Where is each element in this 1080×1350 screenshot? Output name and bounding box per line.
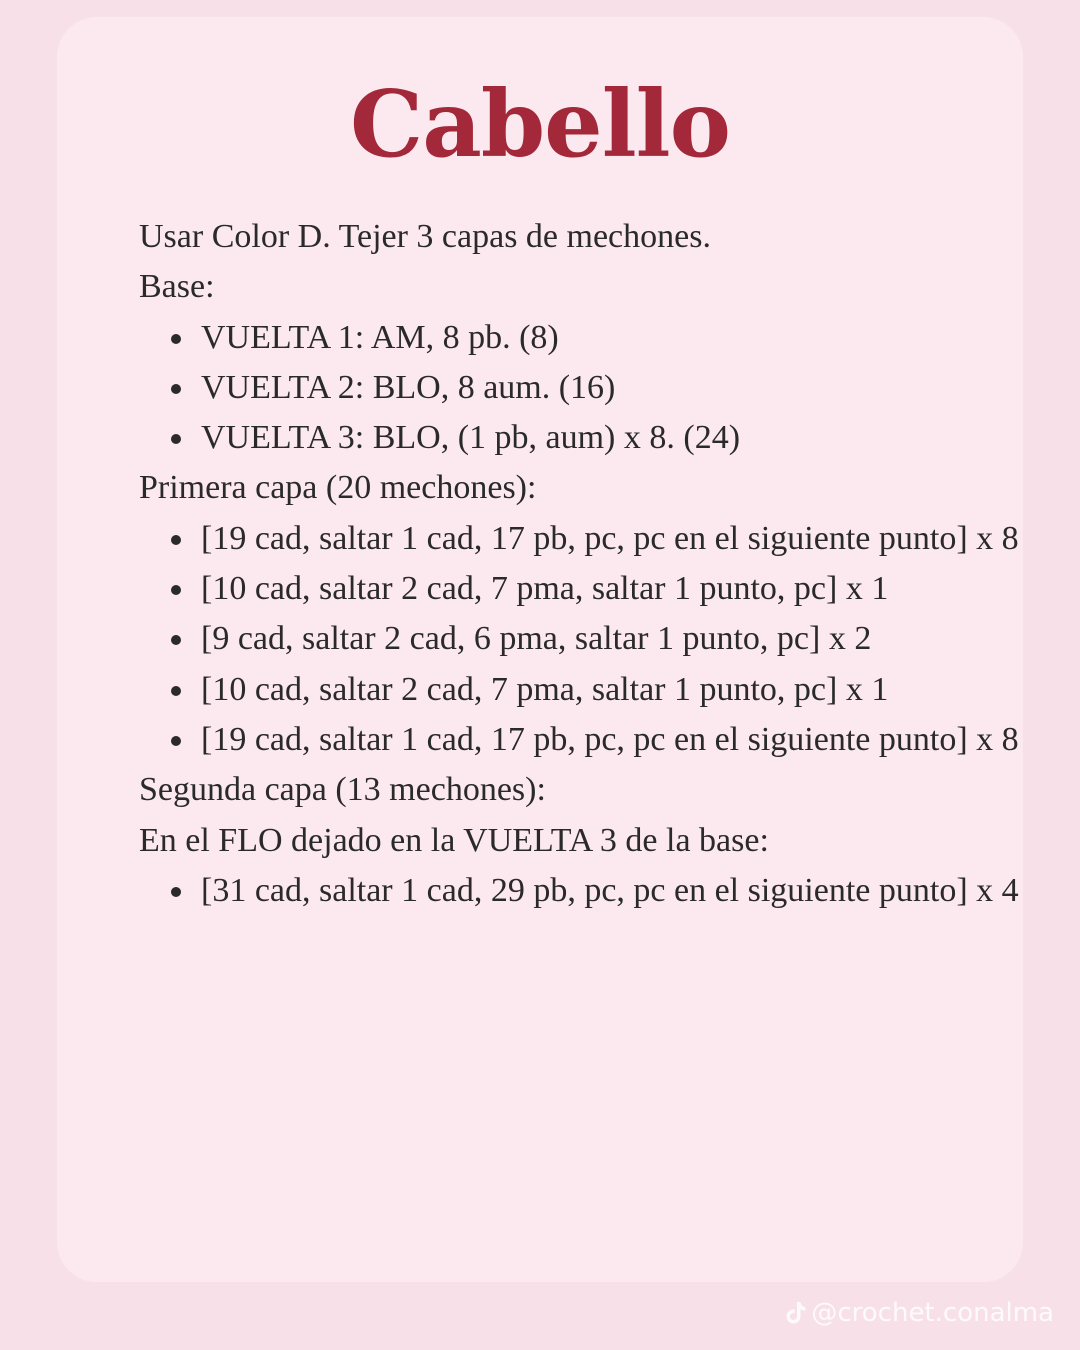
tiktok-icon [785,1301,807,1325]
segunda-capa-list [139,866,1059,916]
list-item: [9 cad, saltar 2 cad, 6 pma, saltar 1 punto, pc] x 2 [201,614,1059,664]
list-item: [19 cad, saltar 1 cad, 17 pb, pc, pc en el siguiente punto] x 8 [201,715,1059,765]
base-heading: Base: [139,268,215,306]
watermark-text: @crochet.conalma [811,1298,1054,1328]
intro-text: Usar Color D. Tejer 3 capas de mechones. [139,218,711,255]
list-item: VUELTA 2: BLO, 8 aum. (16) [201,363,1059,413]
page-title: Cabello [350,70,730,178]
watermark [785,1298,1054,1328]
list-item: VUELTA 1: AM, 8 pb. (8) [201,313,1059,363]
primera-capa-heading: Primera capa (20 mechones): [139,469,537,507]
list-item: [19 cad, saltar 1 cad, 17 pb, pc, pc en el siguiente punto] x 8 [201,514,1059,564]
list-item: [31 cad, saltar 1 cad, 29 pb, pc, pc en el siguiente punto] x 4 [201,866,1059,916]
segunda-capa-heading: Segunda capa (13 mechones): [139,771,546,809]
list-item: [10 cad, saltar 2 cad, 7 pma, saltar 1 punto, pc] x 1 [201,665,1059,715]
base-list [139,313,1059,464]
primera-capa-list [139,514,1059,765]
list-item: [10 cad, saltar 2 cad, 7 pma, saltar 1 punto, pc] x 1 [201,564,1059,614]
segunda-capa-subheading: En el FLO dejado en la VUELTA 3 de la base: [139,821,769,859]
list-item: VUELTA 3: BLO, (1 pb, aum) x 8. (24) [201,413,1059,463]
pattern-instructions [139,212,1059,916]
pattern-card [57,17,1023,1282]
